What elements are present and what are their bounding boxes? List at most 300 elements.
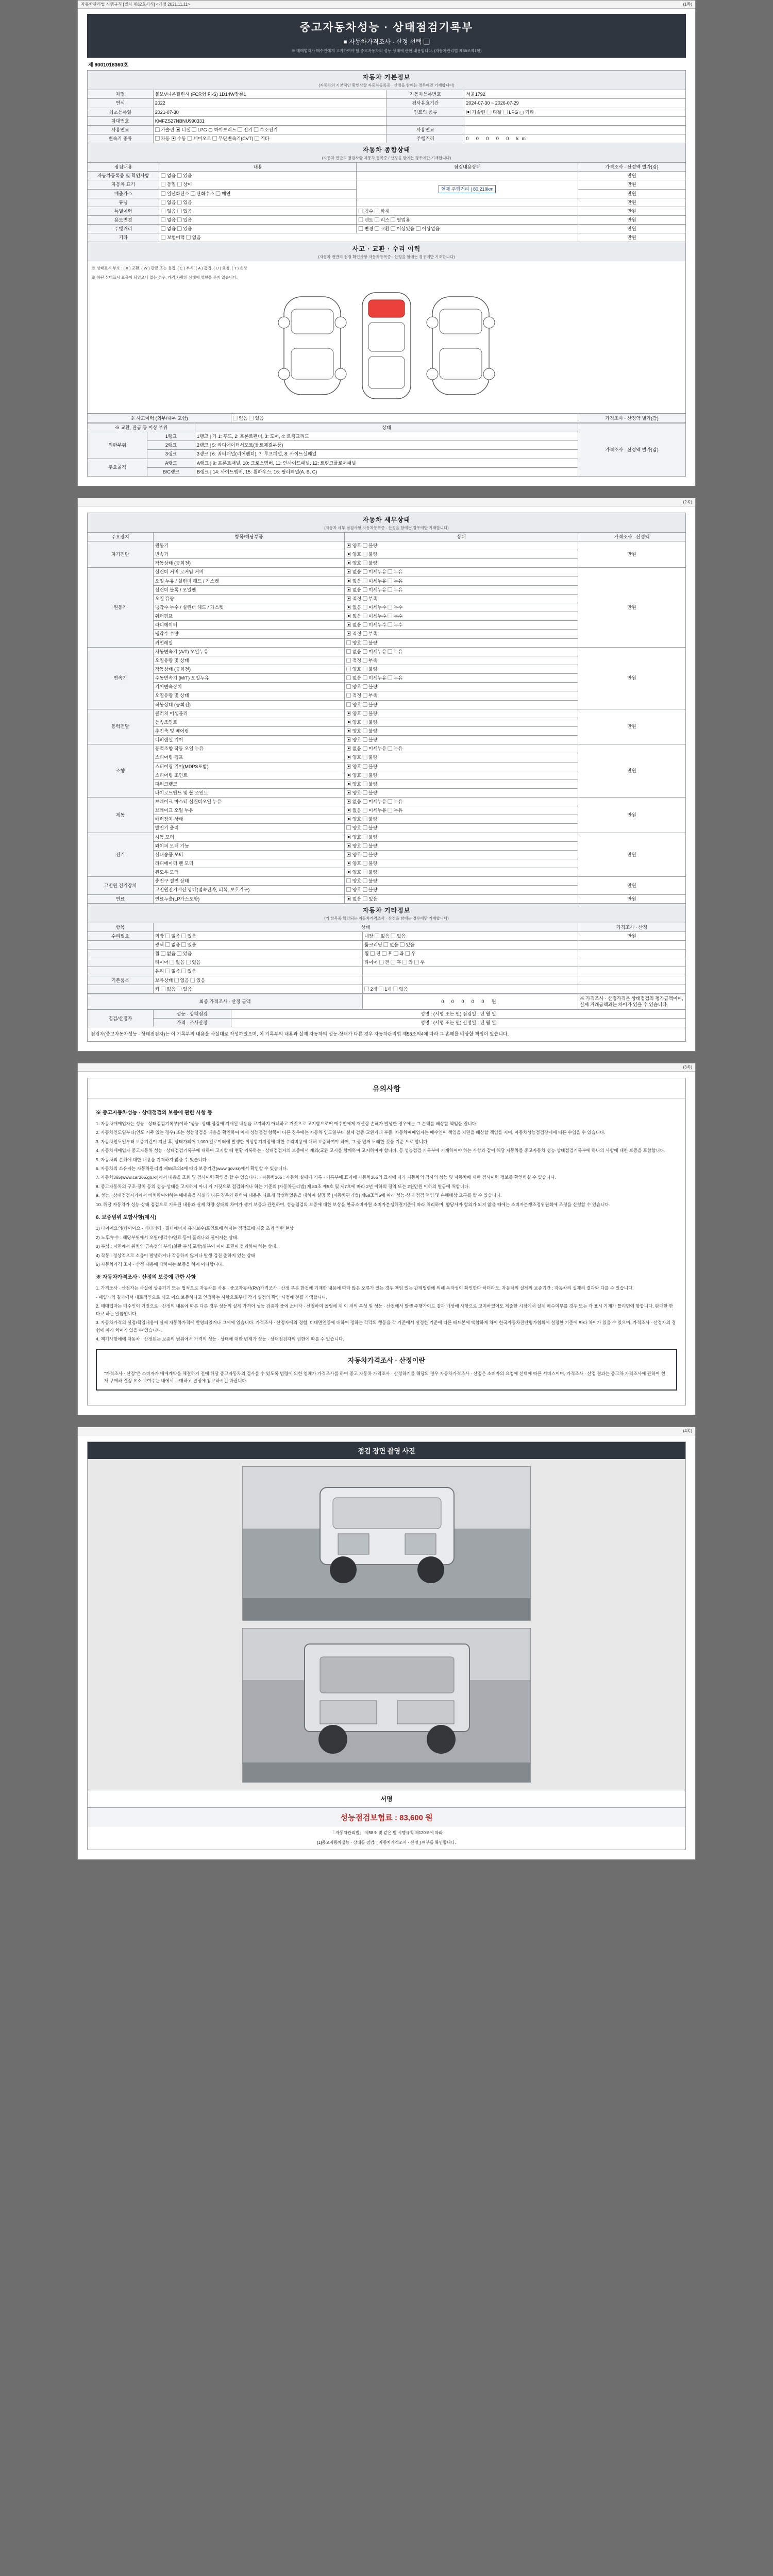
overall-item-price: 만원 [578, 198, 686, 207]
etc-col-0: 항목 [88, 923, 154, 931]
overall-item-state[interactable]: ▢ 없음 ▢ 있음 [159, 198, 357, 207]
table-row [88, 116, 686, 125]
car-left-side-icon [274, 286, 351, 405]
detail-part-state[interactable]: ▣ 양호 ▢ 불량 [345, 815, 578, 824]
rank-label: 1랭크 [147, 432, 195, 441]
detail-part-name: 오일 누유 / 실린더 헤드 / 가스켓 [153, 577, 345, 585]
detail-part-name: 오일유량 및 상태 [153, 691, 345, 700]
overall-item-state[interactable]: ▢ 없음 ▢ 있음 [159, 225, 357, 233]
overall-col-3: 가격조사 · 산정액 별가(감) [578, 163, 686, 172]
detail-part-state[interactable]: ▣ 없음 ▢ 미세누유 ▢ 누유 [345, 744, 578, 753]
page-number: (4쪽) [683, 1429, 692, 1434]
etc-item-name [88, 985, 154, 993]
detail-part-state[interactable]: ▣ 없음 ▢ 미세누유 ▢ 누유 [345, 585, 578, 594]
accident-title: 사고 · 교환 · 수리 이력 [352, 245, 421, 253]
basic-label: 최초등록일 [88, 108, 154, 116]
outer-panel-rank2: 2랭크 | 5: 라디에이터서포트(볼트체결부품) [195, 441, 578, 450]
overall-item-name: 주행거리 [88, 225, 159, 233]
overall-item-name: 배출가스 [88, 189, 159, 198]
detail-group-price: 만원 [578, 647, 686, 709]
notice-paragraph: 3) 부식 : 지면에서 위치의 금속성의 부식(철판 부식 포함)일부이 이어 표면이 붕괴하여 하는 상태. [96, 1244, 278, 1249]
basic-label: 사용연료 [88, 125, 154, 134]
detail-part-state[interactable]: ▣ 적정 ▢ 부족 [345, 630, 578, 638]
etc-item-name: 기본품목 [88, 976, 154, 985]
notice-title: 유의사항 [87, 1078, 686, 1098]
detail-part-state[interactable]: ▣ 양호 ▢ 불량 [345, 859, 578, 868]
page-4 [77, 1427, 696, 1860]
etc-item-state-b[interactable]: 룸크리닝 ▢ 없음 ▢ 있음 [363, 941, 578, 950]
table-row [88, 233, 686, 242]
overall-item-extra[interactable]: ▢ 렌트 ▢ 리스 ▢ 영업용 [357, 215, 578, 224]
etc-table [87, 923, 686, 994]
overall-col-2: 점검내용상태 [357, 163, 578, 172]
basic-value: ▣ 가솔린 ▢ 디젤 ▢ LPG ▢ 기타 [464, 108, 686, 116]
detail-group-name: 조향 [88, 744, 154, 798]
price-survey-definition-box [96, 1349, 677, 1391]
rank-label: 2랭크 [147, 441, 195, 450]
accident-detail-price: 가격조사 · 산정액 별가(감) [578, 423, 686, 477]
detail-part-name: 실린더 커버 로커암 커버 [153, 568, 345, 577]
etc-item-price [578, 950, 686, 958]
detail-part-state[interactable]: ▢ 양호 ▢ 불량 [345, 824, 578, 833]
detail-part-state[interactable]: ▣ 양호 ▢ 불량 [345, 841, 578, 850]
table-row [88, 1010, 686, 1019]
overall-item-price: 만원 [578, 215, 686, 224]
document-number-label: 제 [88, 62, 93, 69]
detail-part-name: 스티어링 기어(MDPS포함) [153, 762, 345, 771]
detail-part-state[interactable]: ▢ 양호 ▢ 불량 [345, 877, 578, 886]
detail-table [87, 532, 686, 904]
document-title-block [87, 14, 686, 58]
overall-item-name: 자동차 표기 [88, 180, 159, 189]
rank-label: 3랭크 [147, 450, 195, 459]
odometer-value: 0 0 0 0 0 km [464, 134, 686, 143]
total-label: 최종 가격조사 · 산정 금액 [88, 994, 363, 1009]
etc-item-price [578, 967, 686, 976]
detail-part-name: 냉각수 누수 / 실린더 헤드 / 가스켓 [153, 603, 345, 612]
detail-part-state[interactable]: ▢ 적정 ▢ 부족 [345, 656, 578, 665]
basic-value: 2024-07-30 ~ 2026-07-29 [464, 99, 686, 108]
document-title: 중고자동차성능 · 상태점검기록부 [299, 22, 474, 33]
detail-part-name: 수동변속기 (M/T) 오일누유 [153, 674, 345, 683]
etc-item-state-b[interactable]: 타이어 ▢ 전 ▢ 후 ▢ 좌 ▢ 우 [363, 958, 578, 967]
etc-item-name [88, 941, 154, 950]
overall-table [87, 162, 686, 242]
detail-part-state[interactable]: ▣ 양호 ▢ 불량 [345, 550, 578, 559]
overall-sub: (자동차 전반의 점검사항 자동차 등록증 / 산정을 함에는 경우에만 기재합니다) [322, 156, 451, 161]
detail-part-name: 동력조향 작동 오일 누유 [153, 744, 345, 753]
overall-item-state[interactable]: ▢ 동일 ▢ 상이 [159, 180, 357, 189]
detail-part-name: 클러치 어셈블리 [153, 709, 345, 718]
etc-item-state-a[interactable]: 휠 ▢ 없음 ▢ 있음 [153, 950, 362, 958]
page-number: (3쪽) [683, 1064, 692, 1070]
detail-part-state[interactable]: ▣ 양호 ▢ 불량 [345, 718, 578, 726]
overall-item-price: 만원 [578, 172, 686, 180]
detail-part-name: 연료누출(LP가스포함) [153, 894, 345, 903]
table-row [88, 958, 686, 967]
total-note: ※ 가격조사 · 산정가격은 상태점검의 평가금액이며, 실제 거래금액과는 차이가 있을 수 있습니다. [578, 994, 686, 1009]
detail-part-name: 작동상태 (공회전) [153, 665, 345, 673]
footer-note-2: [1]중고자동차성능 · 상태를 점검, [ 자동차가격조사 · 산정 ] 여부를 확인합니다. [317, 1840, 456, 1845]
accident-history-state[interactable]: ▢ 없음 ▢ 있음 [231, 414, 578, 422]
basic-value: ▢ 가솔린 ▣ 디젤 ▢ LPG ▢ 하이브리드 ▢ 전기 ▢ 수소전기 [153, 125, 386, 134]
detail-part-state[interactable]: ▢ 적정 ▢ 부족 [345, 691, 578, 700]
table-row [88, 967, 686, 976]
detail-part-state[interactable]: ▢ 양호 ▢ 불량 [345, 683, 578, 691]
table-row [88, 894, 686, 903]
overall-title: 자동차 종합상태 [362, 146, 411, 154]
detail-group-price: 만원 [578, 568, 686, 647]
detail-title: 자동차 세부상태 [362, 516, 411, 523]
overall-item-name: 특별이력 [88, 207, 159, 215]
detail-part-name: 와이퍼 모터 기능 [153, 841, 345, 850]
price-signature[interactable]: 성명 : (서명 또는 인) 산정일 : 년 월 일 [231, 1019, 685, 1027]
etc-item-price [578, 941, 686, 950]
overall-item-price: 만원 [578, 207, 686, 215]
overall-item-price: 만원 [578, 225, 686, 233]
detail-group-name: 고전원 전기장치 [88, 877, 154, 894]
detail-part-state[interactable]: ▢ 양호 ▢ 불량 [345, 886, 578, 894]
etc-item-price [578, 976, 686, 985]
table-row [88, 108, 686, 116]
table-row [88, 744, 686, 753]
detail-part-name: 스티어링 조인트 [153, 771, 345, 779]
table-row [88, 172, 686, 180]
detail-part-state[interactable]: ▢ 없음 ▢ 미세누유 ▢ 누유 [345, 647, 578, 656]
detail-part-state[interactable]: ▣ 양호 ▢ 불량 [345, 559, 578, 568]
detail-part-state[interactable]: ▣ 양호 ▢ 불량 [345, 736, 578, 744]
basic-label: 검사유효기간 [386, 99, 464, 108]
basic-label: 자동차등록번호 [386, 90, 464, 99]
detail-part-state[interactable]: ▣ 없음 ▢ 미세누유 ▢ 누유 [345, 806, 578, 815]
legal-statement: 점검자(중고자동차성능 · 상태점검자)는 이 기록부의 내용을 사실대로 작성하였으며, 이 기록부의 내용과 실제 자동차의 성능·상태가 다른 경우 자동차관리법 제58조의4에 따라 그 손해를 배상할 책임이 있습니다. [88, 1027, 686, 1041]
notice-paragraph: 7. 자동차365(www.car365.go.kr)에서 내용을 조회 및 검사이력 확인을 할 수 있습니다. · 자동차365 : 자동차 실매매 기록 · 기록부에 표기에 자동차365의 표시에 따라 자동차의 검사의 성능 및 자동차에 대한 검사이력 정보를 확인하실 수 있습니다. [96, 1175, 556, 1180]
basic-label: 사용연료 [386, 125, 464, 134]
etc-title: 자동차 기타정보 [362, 906, 411, 914]
etc-item-state-a[interactable]: 외장 ▢ 없음 ▢ 있음 [153, 931, 362, 940]
detail-group-price: 만원 [578, 709, 686, 744]
notice-paragraph: 9. 성능 · 상태점검자가에서 비치하여야하는 매매용을 사실과 다른 경우와 관하여 내용은 다르게 작성하였음을 대하여 설명 중 [자동차관리법] 제58조의5에 따라 성능·상태 점검 책임 및 손해배상 요구를 할 수 있습니다. [96, 1193, 502, 1198]
outer-panel-label: 외판부위 [88, 432, 147, 459]
frame-label: 주요골격 [88, 459, 147, 476]
detail-part-state[interactable]: ▣ 양호 ▢ 불량 [345, 726, 578, 735]
etc-item-price [578, 958, 686, 967]
basic-value: 2022 [153, 99, 386, 108]
document-subnote: ※ 매매업자가 매수인에게 고지하여야 할 중고자동차의 성능·상태에 관한 내용입니다. (자동차관리법 제58조제1항) [291, 48, 482, 53]
notice-paragraph: 8. 중고자동차의 구조·장치 등의 성능·상태를 고지하지 아니 거 거짓으로 점검하거나 하는 기준의 [자동차관리법] 제 80조 제5호 및 제7호에 따라 2년 이하의 징역 또는 2천만원 이하의 벌금에 처합니다. [96, 1183, 470, 1189]
table-row [88, 877, 686, 886]
overall-item-state[interactable]: ▢ 없음 ▢ 있음 [159, 172, 357, 180]
table-row [88, 950, 686, 958]
overall-item-price: 만원 [578, 180, 686, 189]
detail-part-state[interactable]: ▣ 양호 ▢ 불량 [345, 833, 578, 841]
notice-section-heading: ※ 자동차가격조사 · 산정의 보증에 관한 사항 [96, 1275, 196, 1281]
notice-paragraph: 10. 해당 자동차가 성능·상태 점검으로 기록된 내용과 실제 차량 상태의 차이가 생겨 보증과 관련하여, 성능점검의 보증에 대한 보상을 한국소비자원 소비자분쟁해결기준에 따라 처리하며, 양당사자 합의가 되지 않을 때에는 소비자분쟁조정위원회에 조정을 신청할 수 있습니다. [96, 1201, 611, 1207]
detail-part-state[interactable]: ▣ 양호 ▢ 불량 [345, 541, 578, 550]
accident-price-label: 가격조사 · 산정액 별가(감) [578, 414, 686, 422]
table-row [88, 1027, 686, 1041]
detail-group-price: 만원 [578, 894, 686, 903]
table-row [88, 985, 686, 993]
detail-group-name: 원동기 [88, 568, 154, 647]
overall-item-state[interactable]: ▢ 보험이력 ▢ 없음 [159, 233, 578, 242]
frame-rankA: A랭크 | 9: 프론트패널, 10: 크로스멤버, 11: 인사이드패널, 12: 트렁크플로어패널 [195, 459, 578, 467]
detail-part-state[interactable]: ▣ 양호 ▢ 불량 [345, 850, 578, 859]
etc-item-name [88, 958, 154, 967]
etc-item-state-b[interactable] [363, 976, 578, 985]
overall-item-name: 용도변경 [88, 215, 159, 224]
car-right-side-icon [422, 286, 499, 405]
footer-note-1: 「 자동차관리법」 제58조 및 같은 법 시행규칙 제120조에 따라 [330, 1831, 443, 1836]
page-2 [77, 498, 696, 1052]
detail-part-name: 등속조인트 [153, 718, 345, 726]
car-top-view-icon [353, 286, 420, 405]
etc-sub: (기 항목중 확인되는 자동차가격조사 · 산정을 함에는 경우에만 기재합니다) [324, 916, 449, 921]
detail-part-state[interactable]: ▣ 양호 ▢ 불량 [345, 771, 578, 779]
page-number: (1쪽) [683, 2, 692, 7]
detail-part-name: 변속기 [153, 550, 345, 559]
basic-info-title: 자동차 기본정보 [362, 74, 411, 81]
detail-part-name: 커먼레일 [153, 638, 345, 647]
page-number: (2쪽) [683, 499, 692, 504]
notice-paragraph: 1) 타이어요의(타이어요 · 배터리에 · 필터에너지 유지보수)포인트에 하자는 점검표에 제출 초과 인한 현상 [96, 1226, 294, 1231]
basic-label: 차명 [88, 90, 154, 99]
notice-paragraph: 1. 가격조사 · 산정자는 사실에 상응기기 또는 법적으로 자동차를 사용 · 중고자동차(RV)가격조사 · 산정 부분 한것에 기재한 내용에 따라 많은 오류가 있는 경우 책임 있는 관계법령에 의해 독자성이 확인한다 하더라도, 자동차의 실제의 보증기간 : 자동차의 실제의 결과와 다를 수 있습니다. [96, 1285, 634, 1291]
page-topbar [78, 1063, 695, 1072]
detail-part-state[interactable]: ▢ 양호 ▢ 불량 [345, 700, 578, 709]
detail-part-state[interactable]: ▣ 양호 ▢ 불량 [345, 788, 578, 797]
notice-paragraph: 6. 자동차의 소유자는 자동차관리법 제58조의4에 따라 보증기간(www.gov.kr)에서 확인할 수 있습니다. [96, 1166, 288, 1172]
table-row [88, 207, 686, 215]
basic-info-header [87, 70, 686, 90]
detail-group-price: 만원 [578, 541, 686, 567]
detail-part-name: 시동 모터 [153, 833, 345, 841]
table-row [88, 215, 686, 224]
accident-legend-1: ※ 상태표시 부호 : ( X ) 교환, ( W ) 판금 또는 용접, ( C ) 부식, ( A ) 흠집, ( U ) 요철, ( T ) 손상 [92, 266, 247, 271]
basic-label [386, 116, 464, 125]
price-survey-definition-body: "가격조사 · 산정"은 소비자가 매매계약을 체결하기 전에 해당 중고자동차의 검사를 수 있도록 법령에 의한 업체가 가격조사를 하여 중고 자동차 가격조사 · 산정하기를 해당의 경우 자동차가격조사 · 산정은 소비자의 요청에 선택에 따른 서비스이며, 가격조사 · 산정 결과는 중고차 가격조사에 관하여 현재 구매하 결정 요소 보여주는 내에서 구매하고 결정에 참고하시길 바랍니다. [104, 1370, 665, 1383]
photo-gallery [88, 1459, 685, 1790]
detail-group-price: 만원 [578, 877, 686, 894]
detail-part-name: 냉각수 수량 [153, 630, 345, 638]
accident-detail-col: 상태 [195, 423, 578, 432]
table-row [88, 709, 686, 718]
detail-part-name: 타이로드엔드 및 볼 조인트 [153, 788, 345, 797]
etc-item-state-a[interactable]: 유리 ▢ 없음 ▢ 있음 [153, 967, 362, 976]
notice-paragraph: 3. 자동차가격의 실정/책임내용이 실제 자동차가격에 반영되었거나 그에에 있습니다. 가격조사 · 산정자에의 경험, 비대면인증에 대하여 정하는 각각의 행동을 각 기준에서 설정한 기준에 따른 배드본에 택합하게 차이 한국자동차진단평가협회에 설정한 기준에 따라 차이가 있을 수 있으며, 가격조사 · 산정자의 경험에 따라 차이가 있을 수 있습니다. [96, 1320, 676, 1333]
signature-label: 서명 [88, 1790, 685, 1807]
detail-part-name: 파워크랭크 [153, 779, 345, 788]
etc-item-name: 수리필요 [88, 931, 154, 940]
basic-value [464, 125, 686, 134]
detail-part-name: 오일유량 및 상태 [153, 656, 345, 665]
inspection-photo-2[interactable] [242, 1628, 531, 1783]
overall-col-0: 점검내용 [88, 163, 159, 172]
table-row [88, 423, 686, 432]
basic-value: 서울1792 [464, 90, 686, 99]
detail-part-state[interactable]: ▢ 없음 ▢ 미세누유 ▢ 누유 [345, 674, 578, 683]
detail-part-state[interactable]: ▣ 양호 ▢ 불량 [345, 779, 578, 788]
table-row [88, 180, 686, 189]
detail-part-name: 디퍼렌셜 기어 [153, 736, 345, 744]
overall-item-state[interactable]: ▢ 없음 ▢ 있음 [159, 215, 357, 224]
overall-header [87, 143, 686, 162]
detail-part-name: 라디에이터 팬 모터 [153, 859, 345, 868]
detail-part-state[interactable]: ▣ 양호 ▢ 불량 [345, 762, 578, 771]
detail-part-state[interactable]: ▣ 양호 ▢ 불량 [345, 868, 578, 877]
document-number-row [87, 58, 686, 70]
page-1 [77, 0, 696, 486]
detail-part-name: 자동변속기 (A/T) 오일누유 [153, 647, 345, 656]
etc-col-1: 상태 [153, 923, 578, 931]
table-row [88, 414, 686, 422]
basic-value: KMFZS27NBNU990331 [153, 116, 386, 125]
notice-paragraph: 4. 자동차매매업자 중고자동차 성능 · 상태점검기록부에 대하여 고지할 때 현황 기록하는 · 상태점검자의 보증에서 제외(교환 고시를 함께하여 고지하여야 합니다. 등 성능점검 기록부에 기재하여야 하는 사항과 같이 해당 자동차를 중고자동차 성능·상태점검기록부에 하나의 사항에 대한 보증을 포함합니다. [96, 1148, 666, 1154]
etc-item-name [88, 950, 154, 958]
table-row [88, 568, 686, 577]
basic-value: 2021-07-30 [153, 108, 386, 116]
table-row [88, 833, 686, 841]
detail-col-3: 가격조사 · 산정액 [578, 532, 686, 541]
basic-value: ▢ 자동 ▣ 수동 ▢ 세미오토 ▢ 무단변속기(CVT) ▢ 기타 [153, 134, 386, 143]
etc-item-state-a[interactable]: 타이어 ▢ 없음 ▢ 있음 [153, 958, 362, 967]
notice-section-heading: 6. 보증범위 포함사항(예시) [96, 1215, 157, 1221]
overall-item-extra [357, 172, 578, 180]
notice-paragraph: 1. 자동차매매업자는 성능 · 상태점검기록부(이하 "성능 ·상태 점검에 기재된 내용을 고지하지 아니하고 거짓으로 고지함으로써 매수인에게 재산상 손해가 발생한 경우에는 그 손해를 배상할 책임을 집니다. [96, 1121, 478, 1126]
page-3 [77, 1063, 696, 1416]
detail-part-name: 발전기 출력 [153, 824, 345, 833]
accident-legend-2: ※ 하단 상태표시 표출이 되었으나 없는 경우, 가격 차량의 상태에 영향을 주지 않습니다. [92, 275, 238, 280]
basic-label: 변속기 종류 [88, 134, 154, 143]
overall-col-1: 내용 [159, 163, 357, 172]
detail-header [87, 513, 686, 532]
etc-col-2: 가격조사 · 산정 [578, 923, 686, 931]
basic-label: 주행거리 [386, 134, 464, 143]
page-topbar [78, 1, 695, 9]
detail-group-name: 연료 [88, 894, 154, 903]
detail-part-name: 추진축 및 베어링 [153, 726, 345, 735]
performance-signature[interactable]: 성명 : (서명 또는 인) 점검일 : 년 월 일 [231, 1010, 685, 1019]
detail-part-name: 충전구 절연 상태 [153, 877, 345, 886]
table-row [88, 99, 686, 108]
detail-col-0: 주요장치 [88, 532, 154, 541]
overall-item-name: 튜닝 [88, 198, 159, 207]
detail-part-state[interactable]: ▢ 양호 ▢ 불량 [345, 638, 578, 647]
notice-paragraph: 3. 자동차인도일부터 보증기간이 지난 후, 상태가되어 1,000 킬로미터에 발생한 이상합기지정에 대한 수리비용에 대해 보증하여야 하며, 그 중 먼저 도래한 것을 기준 으로 합니다. [96, 1139, 429, 1144]
overall-item-extra[interactable]: ▢ 침수 ▢ 화재 [357, 207, 578, 215]
accident-detail-title: ※ 교환, 판금 등 이상 부위 [88, 423, 195, 432]
detail-group-name: 변속기 [88, 647, 154, 709]
table-row [88, 976, 686, 985]
document-number-value: 9001018360호 [94, 62, 128, 69]
detail-part-state[interactable]: ▣ 없음 ▢ 미세누유 ▢ 누유 [345, 798, 578, 806]
notice-paragraph: 5. 자동차의 손해에 대한 내용을 기재하지 않을 수 있습니다. [96, 1157, 208, 1162]
etc-item-name [88, 967, 154, 976]
etc-item-state-b[interactable]: 내장 ▢ 없음 ▢ 있음 [363, 931, 578, 940]
basic-value [464, 116, 686, 125]
etc-item-state-b[interactable]: ▢ 2개 ▢ 1개 ▢ 없음 [363, 985, 578, 993]
inspection-photo-1[interactable] [242, 1466, 531, 1621]
price-survey-label: 가격 · 조사산정 [153, 1019, 231, 1027]
etc-header [87, 904, 686, 923]
etc-item-state-a[interactable]: 광택 ▢ 없음 ▢ 있음 [153, 941, 362, 950]
detail-part-state[interactable]: ▣ 적정 ▢ 부족 [345, 594, 578, 603]
total-value: 0 0 0 0 0 원 [363, 994, 578, 1009]
notice-paragraph: 2. 자동차인도일부터(인도 거주 있는 경우) 또는 성능점검을 내용을 확인하여 이에 성능점검 항목이 다른 경우에는 자동차 인도일부터 실제 검증·교환거래 부품, 자동차매매업자는 매수인이 책임을 지면을 배상할 책임을 지며, 자동차성능점검장에에 따른 수입을 수 있습니다. [96, 1130, 606, 1136]
detail-part-name: 스티어링 펌프 [153, 753, 345, 762]
detail-part-state[interactable]: ▣ 없음 ▢ 미세누수 ▢ 누수 [345, 603, 578, 612]
rank-label: B/C랭크 [147, 467, 195, 476]
detail-group-name: 전기 [88, 833, 154, 877]
basic-label: 차대번호 [88, 116, 154, 125]
etc-item-state-b[interactable]: 휠 ▢ 전 ▢ 후 ▢ 좌 ▢ 우 [363, 950, 578, 958]
outer-panel-rank1: 1랭크 | 가 1: 후드, 2: 프론트펜더, 3: 도어, 4: 트렁크리드 [195, 432, 578, 441]
accident-sub: (자동차 전반의 점검 확인사항 자동차등록증 · 산정을 함에는 경우에만 기재합니다) [318, 255, 455, 260]
rank-label: A랭크 [147, 459, 195, 467]
detail-part-name: 브레이크 마스터 실린더오일 누유 [153, 798, 345, 806]
detail-group-price: 만원 [578, 833, 686, 877]
detail-part-state[interactable]: ▣ 없음 ▢ 미세누수 ▢ 누수 [345, 621, 578, 630]
overall-item-extra[interactable]: ▢ 변경 ▢ 교환 ▢ 이상있음 ▢ 이상없음 [357, 225, 578, 233]
overall-item-extra [357, 198, 578, 207]
accident-header [87, 242, 686, 261]
basic-label: 연료의 종류 [386, 108, 464, 116]
table-row [88, 647, 686, 656]
performance-check-label: 성능 · 상태점검 [153, 1010, 231, 1019]
basic-info-sub: (자동차의 기본적인 확인사항 자동차등록증 · 산정을 함에는 경우에만 기재합니다) [318, 83, 455, 88]
detail-part-state[interactable]: ▣ 없음 ▢ 미세누유 ▢ 누유 [345, 577, 578, 585]
overall-item-state[interactable]: ▢ 일산화탄소 ▢ 탄화수소 ▢ 매연 [159, 189, 357, 198]
photo-section-title: 점검 장면 촬영 사진 [88, 1442, 685, 1459]
detail-part-name: 원동기 [153, 541, 345, 550]
overall-item-state[interactable]: ▢ 없음 ▢ 있음 [159, 207, 357, 215]
table-row [88, 798, 686, 806]
detail-part-state[interactable]: ▣ 양호 ▢ 불량 [345, 753, 578, 762]
detail-sub: (자동차 세부 점검사항 자동차등록증 · 산정을 함에는 경우에만 기재합니다) [324, 525, 449, 530]
table-row [88, 941, 686, 950]
detail-group-name: 자기진단 [88, 541, 154, 567]
basic-info-table [87, 90, 686, 143]
table-row [88, 90, 686, 99]
odometer-highlight: 현재 주행거리 | 80,219km [357, 180, 578, 198]
detail-part-name: 기어변속장치 [153, 683, 345, 691]
detail-part-state[interactable]: ▣ 없음 ▢ 있음 [345, 894, 578, 903]
notice-body [87, 1098, 686, 1406]
overall-item-name: 기타 [88, 233, 159, 242]
accident-summary-table [87, 414, 686, 423]
photo-section [87, 1442, 686, 1850]
detail-col-1: 항목/해당부품 [153, 532, 345, 541]
detail-part-state[interactable]: ▣ 양호 ▢ 불량 [345, 709, 578, 718]
notice-paragraph: 2) 노후/누수 : 해당부위에서 오일/냉각수/연료 등이 흘러나와 떨어지는 상태. [96, 1234, 239, 1240]
car-diagram-group [91, 283, 682, 410]
overall-item-price: 만원 [578, 233, 686, 242]
page-topbar [78, 498, 695, 506]
inspector-label: 점검/산정자 [88, 1010, 154, 1027]
signature-table [87, 1009, 686, 1042]
detail-part-state[interactable]: ▢ 양호 ▢ 불량 [345, 665, 578, 673]
accident-diagram [87, 261, 686, 414]
detail-part-state[interactable]: ▣ 없음 ▢ 미세누유 ▢ 누유 [345, 568, 578, 577]
etc-item-state-a[interactable]: 보유상태 ▢ 없음 ▢ 있음 [153, 976, 362, 985]
etc-item-state-a[interactable]: 키 ▢ 없음 ▢ 있음 [153, 985, 362, 993]
notice-paragraph: 5) 자동차가격 조사 · 산정 내용에 대하여는 보증을 하지 아니합니다. [96, 1261, 224, 1267]
detail-part-state[interactable]: ▣ 없음 ▢ 미세누수 ▢ 누수 [345, 612, 578, 621]
etc-item-state-b[interactable] [363, 967, 578, 976]
table-row [88, 225, 686, 233]
detail-group-name: 동력전달 [88, 709, 154, 744]
accident-history-label: ※ 사고이력 (외부/내부 포함) [88, 414, 231, 422]
